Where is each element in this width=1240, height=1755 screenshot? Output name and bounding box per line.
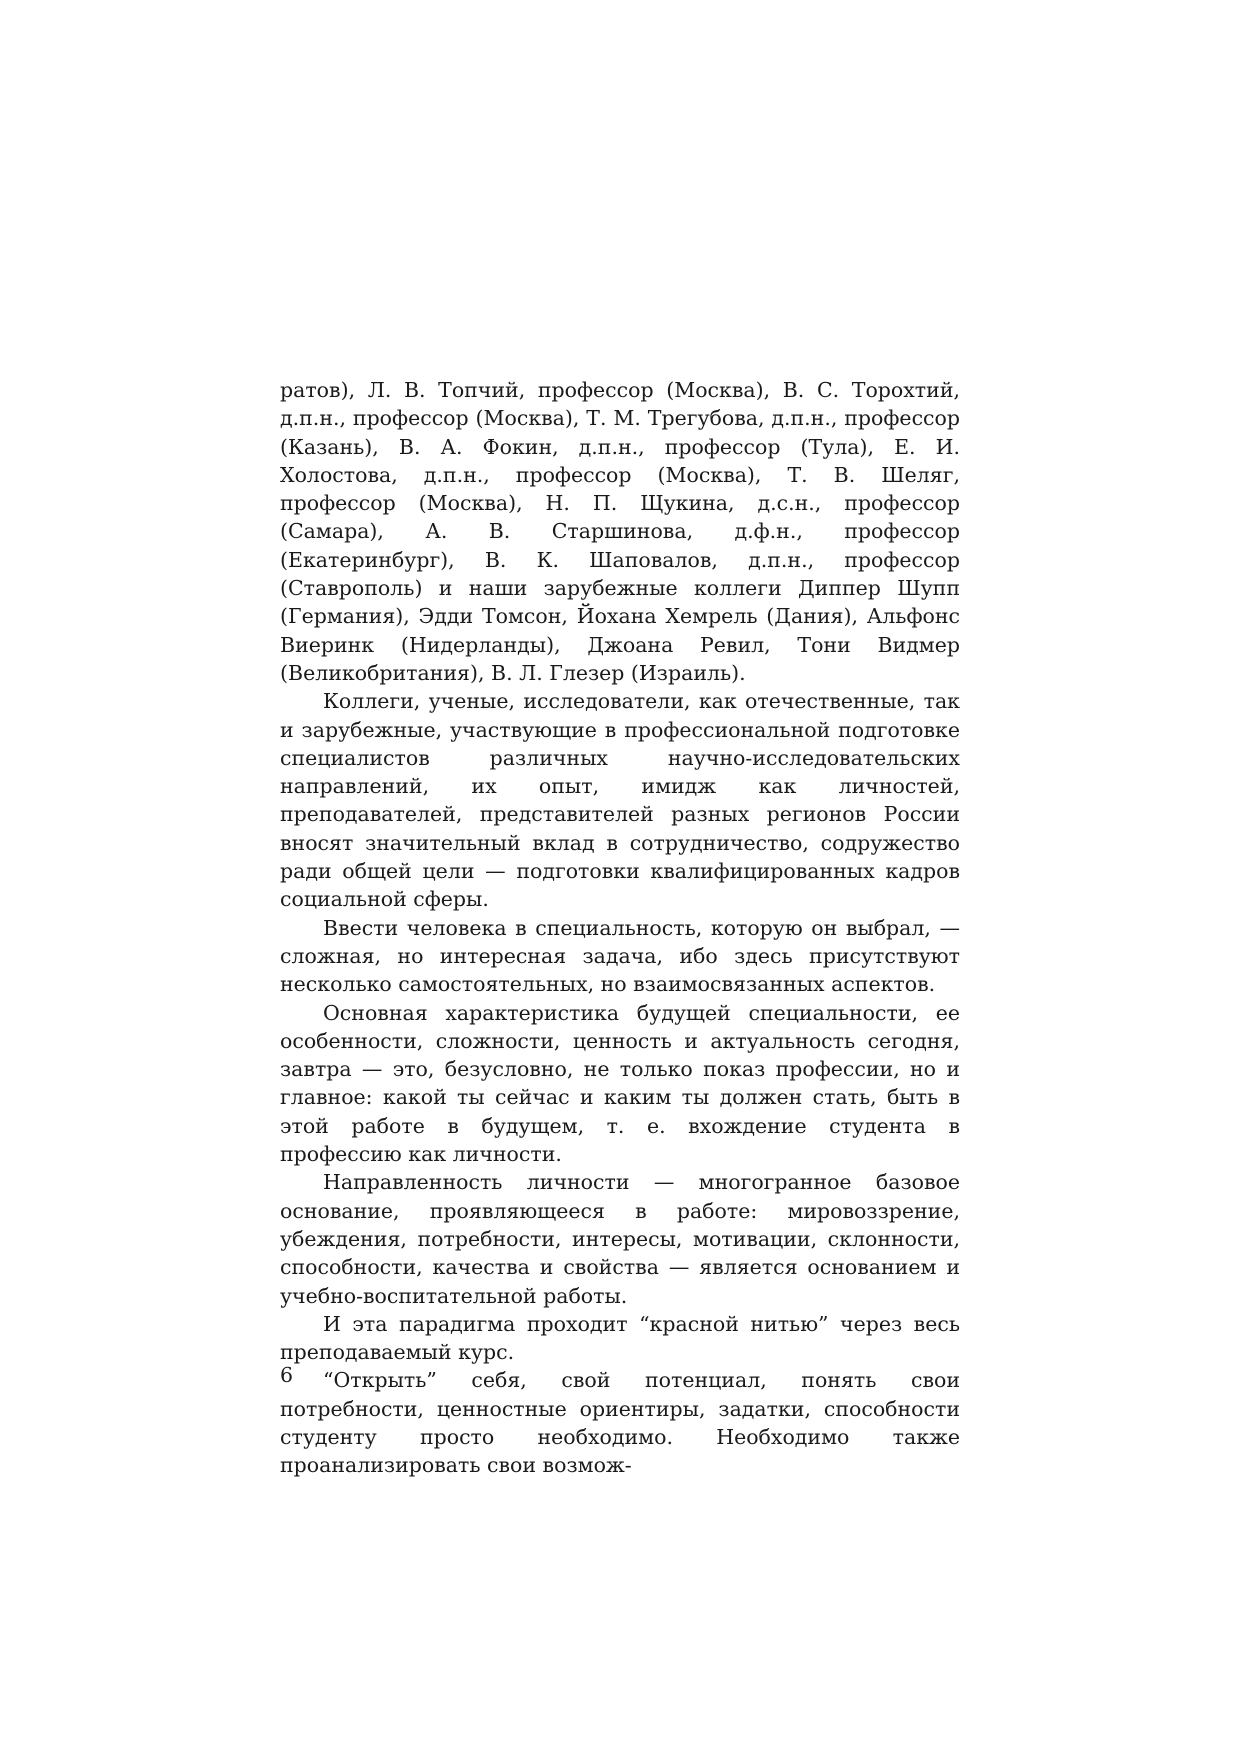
paragraph: Коллеги, ученые, исследователи, как отечественные, так и зарубежные, участвующие в профессиональной подготовке специалистов различных научно-исследовательских направлений, их опыт, имидж как личностей, преподавателей, представителей разных регионов России вносят значительный вклад в сотрудничество, содружество ради общей цели — подготовки квалифицированных кадров социальной сферы. [280, 689, 960, 912]
paragraph: Направленность личности — многогранное базовое основание, проявляющееся в работе: мировоззрение, убеждения, потребности, интересы, мотивации, склонности, способности, качества и свойства — является основанием и учебно-воспитательной работы. [280, 1170, 960, 1308]
page-number: 6 [280, 1363, 294, 1387]
paragraph: Ввести человека в специальность, которую он выбрал, — сложная, но интересная задача, ибо здесь присутствуют несколько самостоятельных, но взаимосвязанных аспектов. [280, 915, 960, 997]
body-text [280, 376, 960, 1480]
paragraph: “Открыть” себя, свой потенциал, понять свои потребности, ценностные ориентиры, задатки, способности студенту просто необходимо. Необходимо также проанализировать свои возмож- [280, 1368, 960, 1478]
paragraph-continued: ратов), Л. В. Топчий, профессор (Москва), В. С. Торохтий, д.п.н., профессор (Москва), Т. М. Трегубова, д.п.н., профессор (Казань), В. А. Фокин, д.п.н., профессор (Тула), Е. И. Холостова, д.п.н., профессор (Москва), Т. В. Шеляг, профессор (Москва), Н. П. Щукина, д.с.н., профессор (Самара), А. В. Старшинова, д.ф.н., профессор (Екатеринбург), В. К. Шаповалов, д.п.н., профессор (Ставрополь) и наши зарубежные коллеги Диппер Шупп (Германия), Эдди Томсон, Йохана Хемрель (Дания), Альфонс Виеринк (Нидерланды), Джоана Ревил, Тони Видмер (Великобритания), В. Л. Глезер (Израиль). [280, 378, 960, 685]
paragraph: Основная характеристика будущей специальности, ее особенности, сложности, ценность и актуальность сегодня, завтра — это, безусловно, не только показ профессии, но и главное: какой ты сейчас и каким ты должен стать, быть в этой работе в будущем, т. е. вхождение студента в профессию как личности. [280, 1000, 960, 1167]
paragraph: И эта парадигма проходит “красной нитью” через весь преподаваемый курс. [280, 1311, 960, 1365]
